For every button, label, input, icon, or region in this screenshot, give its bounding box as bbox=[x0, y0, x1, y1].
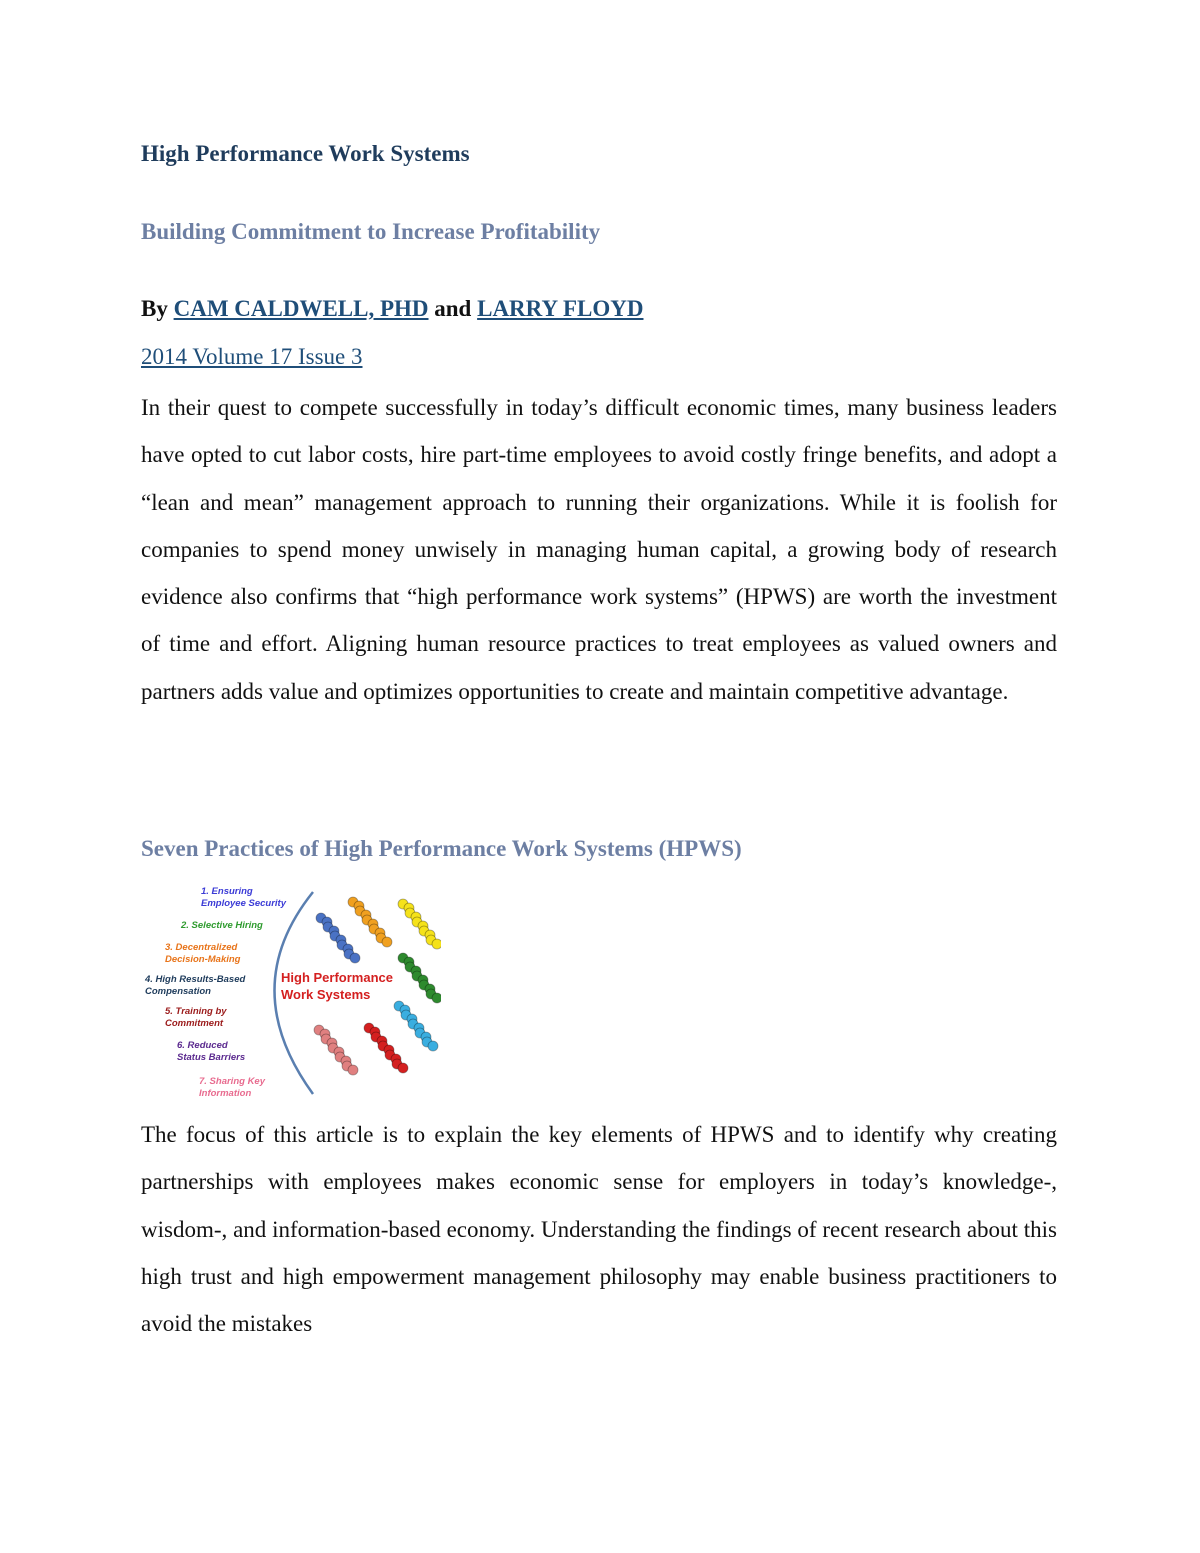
practice-label-1: 1. Ensuring bbox=[201, 886, 253, 897]
person-figure-cyan bbox=[428, 1041, 438, 1051]
practice-label-4: 4. High Results-Based bbox=[145, 974, 246, 985]
practice-label-7-line2: Information bbox=[199, 1088, 252, 1099]
practice-label-5: 5. Training by bbox=[165, 1006, 227, 1017]
person-figure-pink bbox=[348, 1065, 358, 1075]
person-figure-blue bbox=[350, 953, 360, 963]
person-figure-yellow bbox=[432, 939, 441, 949]
practice-label-2: 2. Selective Hiring bbox=[181, 920, 263, 931]
practice-label-7: 7. Sharing Key bbox=[199, 1076, 265, 1087]
diagram-center-label-2: Work Systems bbox=[281, 987, 371, 1002]
practice-label-3-line2: Decision-Making bbox=[165, 954, 241, 965]
intro-paragraph: In their quest to compete successfully in today’s difficult economic times, many business leaders have opted to cut labor costs, hire part-time employees to avoid costly fringe benefits, and adopt a “lean and mean” management approach to running their organizations. While it is foolish for companies to spend money unwisely in managing human capital, a growing body of research evidence also confirms that “high performance work systems” (HPWS) are worth the investment of time and effort. Aligning human resource practices to treat employees as valued owners and partners adds value and optimizes opportunities to create and maintain competitive advantage. bbox=[141, 395, 1057, 704]
practice-labels bbox=[144, 886, 287, 1099]
author-link-floyd[interactable]: LARRY FLOYD bbox=[477, 296, 644, 321]
byline bbox=[141, 296, 643, 322]
practice-label-6-line2: Status Barriers bbox=[177, 1052, 246, 1063]
practice-label-5-line2: Commitment bbox=[165, 1018, 224, 1029]
person-figure-red bbox=[398, 1063, 408, 1073]
hpws-diagram bbox=[141, 878, 441, 1103]
practice-label-1-line2: Employee Security bbox=[201, 898, 287, 909]
focus-paragraph: The focus of this article is to explain the key elements of HPWS and to identify why creating partnerships with employees makes economic sense for employers in today’s knowledge-, wisdom-, and information-based economy. Understanding the findings of recent research about this high trust and high empowerment management philosophy may enable business practitioners to avoid the mistakes bbox=[141, 1122, 1057, 1337]
practice-label-4-line2: Compensation bbox=[145, 986, 211, 997]
byline-conjunction: and bbox=[428, 296, 478, 321]
byline-prefix: By bbox=[141, 296, 174, 321]
practice-label-6: 6. Reduced bbox=[177, 1040, 228, 1051]
article-subtitle: Building Commitment to Increase Profitability bbox=[141, 219, 601, 244]
diagram-center-label-1: High Performance bbox=[281, 970, 393, 985]
person-figure-green bbox=[432, 993, 441, 1003]
people-clusters bbox=[314, 897, 441, 1075]
article-title: High Performance Work Systems bbox=[141, 141, 470, 166]
section-heading: Seven Practices of High Performance Work Systems (HPWS) bbox=[141, 836, 742, 861]
author-link-caldwell[interactable]: CAM CALDWELL, PHD bbox=[173, 296, 429, 321]
practice-label-3: 3. Decentralized bbox=[165, 942, 238, 953]
issue-link[interactable]: 2014 Volume 17 Issue 3 bbox=[141, 344, 363, 369]
person-figure-orange bbox=[382, 937, 392, 947]
